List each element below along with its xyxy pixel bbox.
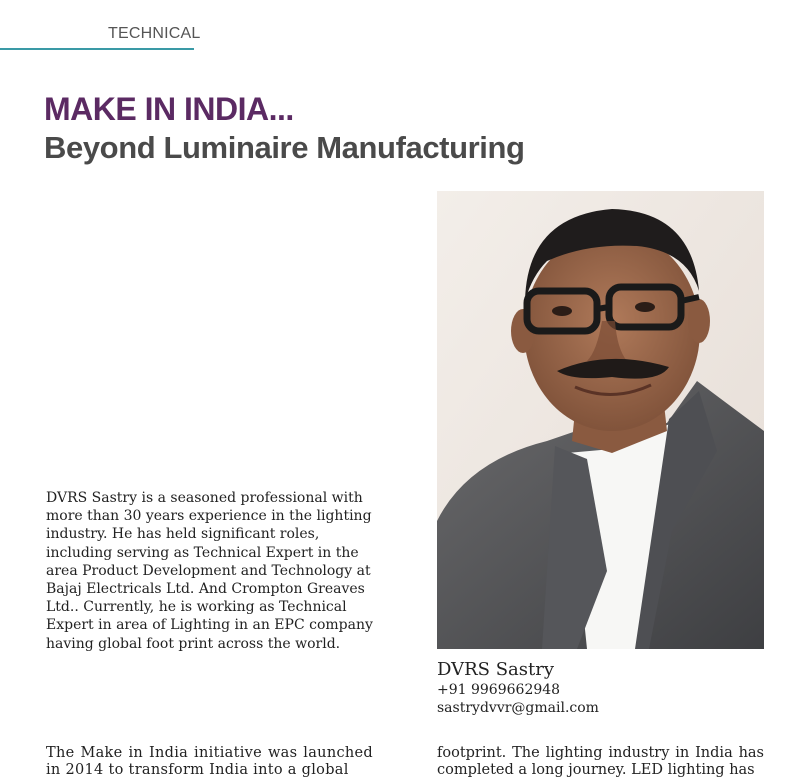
author-name: DVRS Sastry bbox=[437, 659, 555, 680]
article-headline: MAKE IN INDIA... bbox=[44, 91, 294, 127]
article-subheadline: Beyond Luminaire Manufacturing bbox=[44, 130, 525, 165]
author-phone: +91 9969662948 bbox=[437, 682, 561, 698]
body-column-right: footprint. The lighting industry in India has completed a long journey. LED lighting has bbox=[437, 745, 764, 777]
author-contact bbox=[437, 659, 767, 717]
section-rule bbox=[0, 48, 194, 50]
section-tag: TECHNICAL bbox=[108, 25, 201, 42]
author-bio: DVRS Sastry is a seasoned professional with more than 30 years experience in the lighting industry. He has held significant roles, including serving as Technical Expert in the area Product Development and Technology at Bajaj Electricals Ltd. And Crompton Greaves Ltd.. Currently, he is working as Technical Expert in area of Lighting in an EPC company having global foot print across the world. bbox=[46, 490, 373, 652]
author-photo bbox=[437, 191, 764, 649]
author-email[interactable]: sastrydvvr@gmail.com bbox=[437, 700, 599, 716]
body-column-left: The Make in India initiative was launched in 2014 to transform India into a global bbox=[46, 745, 373, 777]
